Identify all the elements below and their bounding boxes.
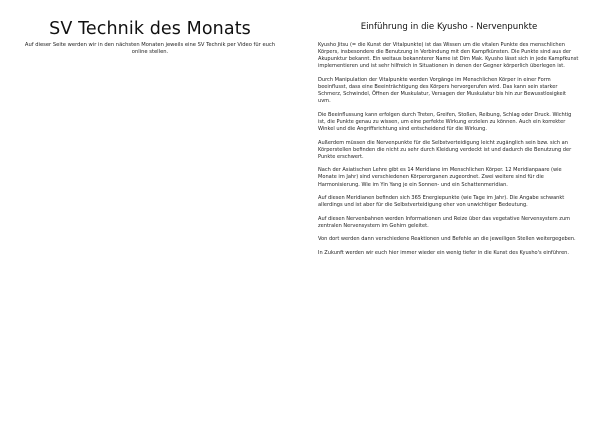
left-page	[22, 18, 278, 56]
article-paragraph-6: Auf diesen Meridianen befinden sich 365 Energiepunkte (wie Tage im Jahr). Die Angabe schwankt allerdings und ist aber für die Selbstverteidigung eher von unwichtiger Bedeutung.	[318, 195, 565, 209]
page-title: SV Technik des Monats	[49, 19, 251, 39]
article-paragraph-2: Durch Manipulation der Vitalpunkte werden Vorgänge im Menschlichen Körper in einer Form beeinflusst, dass eine Beeinträchtigung des Körpers hervorgerufen wird. Das kann sein starker Schmerz, Schwindel, Öffnen der Muskulatur, Versagen der Muskulatur bis hin zur Bewusstlosigkeit uvm.	[318, 76, 567, 105]
article-paragraph-7: Auf diesen Nervenbahnen werden Informationen und Reize über das vegetative Nervensystem zum zentralen Nervensystem im Gehirn geleitet.	[318, 215, 571, 229]
article-heading: Einführung in die Kyusho - Nervenpunkte	[360, 22, 538, 32]
article-paragraph-4: Außerdem müssen die Nervenpunkte für die Selbstverteidigung leicht zugänglich sein bzw. sich an Körperstellen befinden die nicht zu sehr durch Kleidung verdeckt ist und dadurch die Benutzung der Punkte erschwert.	[318, 139, 572, 160]
page-subtitle: Auf dieser Seite werden wir in den nächsten Monaten jeweils eine SV Technik per Video für euch online stellen.	[24, 42, 276, 55]
article-paragraph-1: Kyusho Jitsu (= die Kunst der Vitalpunkte) ist das Wissen um die vitalen Punkte des menschlichen Körpers, insbesondere die Benutzung in Verbindung mit den Kampfkünsten. Die Punkte sind aus der Akupunktur bekannt. Ein weitaus bekannterer Name ist Dim Mak. Kyusho lässt sich in jede Kampfkunst implementieren und ist sehr hilfreich in Situationen in denen der Gegner körperlich überlegen ist.	[318, 42, 579, 70]
article-paragraph-3: Die Beeinflussung kann erfolgen durch Treten, Greifen, Stoßen, Reibung, Schlag oder Druck. Wichtig ist, die Punkte genau zu wissen, um eine perfekte Wirkung erzielen zu können. Auch ein korrekter Winkel und die Angriffsrichtung sind entscheidend für die Wirkung.	[318, 111, 572, 132]
article-paragraph-8: Von dort werden dann verschiedene Reaktionen und Befehle an die jeweiligen Stellen weitergegeben.	[318, 236, 576, 243]
right-page	[318, 22, 580, 264]
article-paragraph-5: Nach der Asiatischen Lehre gibt es 14 Meridiane im Menschlichen Körper. 12 Meridianpaare (wie Monate im Jahr) sind verschiedenen Körperorganen zugeordnet. Zwei weitere sind für die Harmonisierung. Wie im Yin Yang je ein Sonnen- und ein Schattenmeridian.	[318, 167, 562, 188]
article-paragraph-9: In Zukunft werden wir euch hier immer wieder ein wenig tiefer in die Kunst des Kyusho's einführen.	[318, 250, 569, 257]
